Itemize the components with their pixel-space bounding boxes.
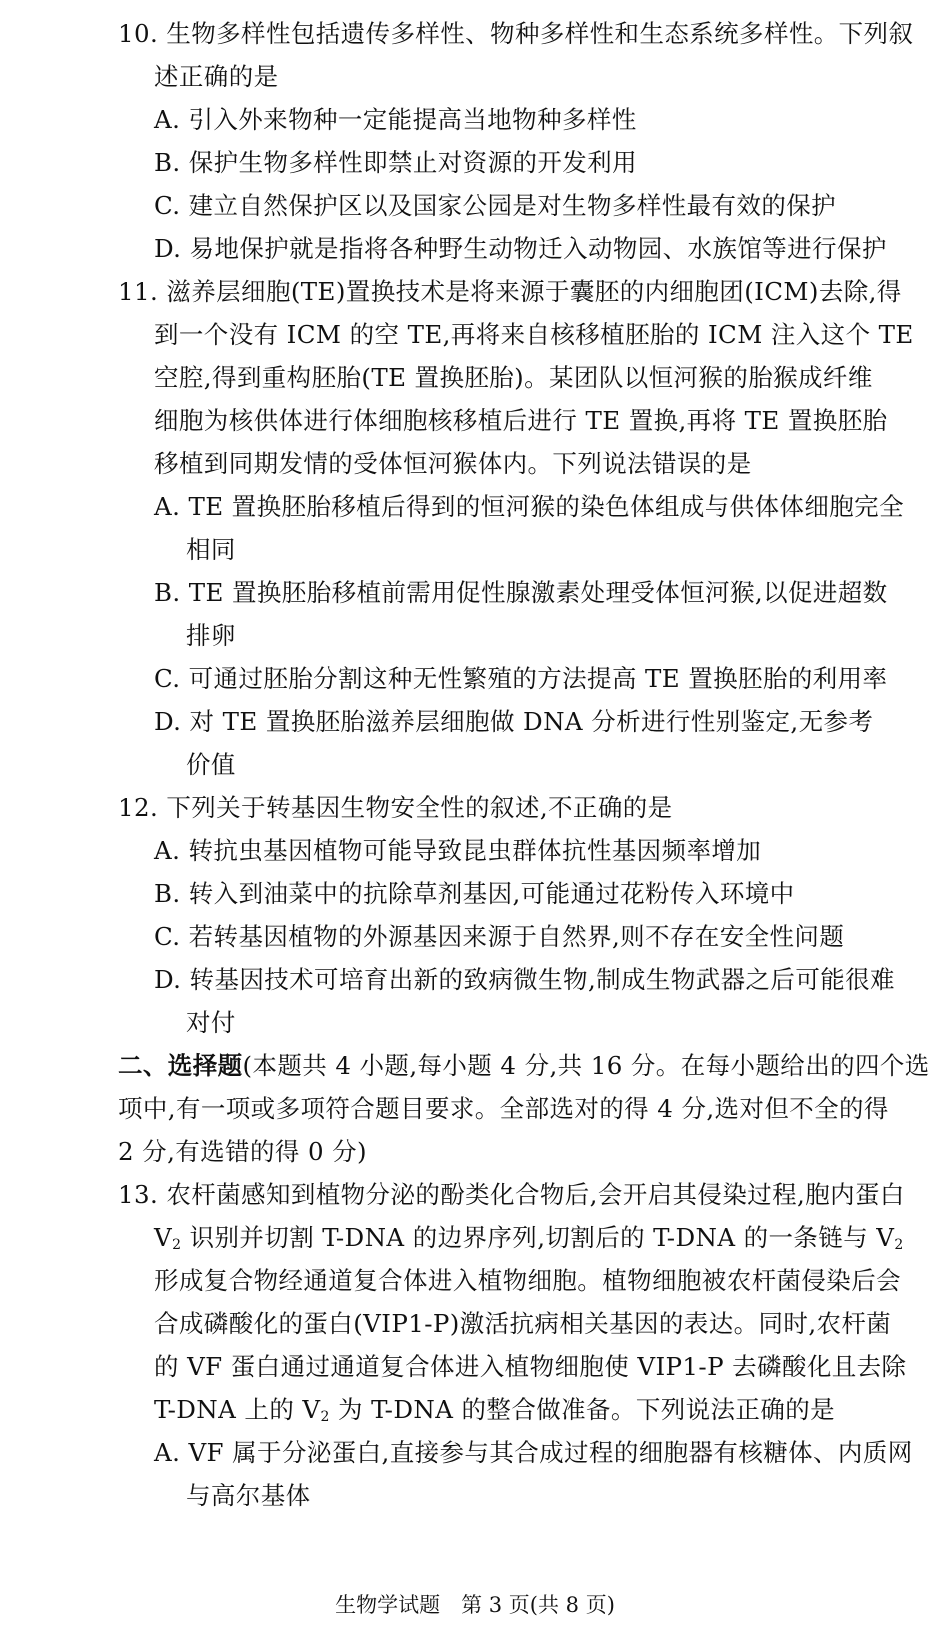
q11-stem-line-1: 11. 滋养层细胞(TE)置换技术是将来源于囊胚的内细胞团(ICM)去除,得: [118, 277, 902, 306]
q12-option-d-line-1: D. 转基因技术可培育出新的致病微生物,制成生物武器之后可能很难: [154, 965, 895, 994]
page-footer: 生物学试题 第 3 页(共 8 页): [335, 1593, 615, 1617]
q13-v2-subscript-end: 2: [894, 1237, 904, 1253]
q13-stem-line-4: 合成磷酸化的蛋白(VIP1-P)激活抗病相关基因的表达。同时,农杆菌: [154, 1309, 892, 1338]
q12-option-a: A. 转抗虫基因植物可能导致昆虫群体抗性基因频率增加: [154, 836, 762, 865]
q11-option-b-line-2: 排卵: [186, 621, 236, 650]
q13-v2-subscript-line-6: 2: [320, 1409, 330, 1425]
q13-stem-line-6-start: T-DNA 上的 V: [154, 1395, 321, 1424]
q13-stem-line-6: [154, 1388, 835, 1432]
q10-option-a: A. 引入外来物种一定能提高当地物种多样性: [154, 105, 637, 134]
q11-stem-line-2: 到一个没有 ICM 的空 TE,再将来自核移植胚胎的 ICM 注入这个 TE: [154, 320, 914, 349]
q13-v2-symbol: V: [154, 1223, 173, 1252]
q12-option-b: B. 转入到油菜中的抗除草剂基因,可能通过花粉传入环境中: [154, 879, 795, 908]
q11-option-d-line-2: 价值: [186, 750, 236, 779]
q13-stem-line-1: 13. 农杆菌感知到植物分泌的酚类化合物后,会开启其侵染过程,胞内蛋白: [118, 1180, 905, 1209]
section-2-text-1: (本题共 4 小题,每小题 4 分,共 16 分。在每小题给出的四个选: [242, 1051, 930, 1080]
q13-stem-line-2: [154, 1216, 904, 1260]
q11-stem-line-4: 细胞为核供体进行体细胞核移植后进行 TE 置换,再将 TE 置换胚胎: [154, 406, 888, 435]
q12-option-d-line-2: 对付: [186, 1008, 236, 1037]
q11-option-a-line-2: 相同: [186, 535, 236, 564]
q11-option-a-line-1: A. TE 置换胚胎移植后得到的恒河猴的染色体组成与供体体细胞完全: [154, 492, 904, 521]
q13-option-a-line-2: 与高尔基体: [186, 1481, 311, 1510]
q13-stem-line-5: 的 VF 蛋白通过通道复合体进入植物细胞使 VIP1-P 去磷酸化且去除: [154, 1352, 907, 1381]
q10-stem-line-2: 述正确的是: [154, 62, 279, 91]
q12-stem: 12. 下列关于转基因生物安全性的叙述,不正确的是: [118, 793, 673, 822]
q11-option-b-line-1: B. TE 置换胚胎移植前需用促性腺激素处理受体恒河猴,以促进超数: [154, 578, 888, 607]
q10-stem-line-1: 10. 生物多样性包括遗传多样性、物种多样性和生态系统多样性。下列叙: [118, 19, 914, 48]
q10-option-c: C. 建立自然保护区以及国家公园是对生物多样性最有效的保护: [154, 191, 837, 220]
q13-option-a-line-1: A. VF 属于分泌蛋白,直接参与其合成过程的细胞器有核糖体、内质网: [154, 1438, 913, 1467]
section-2-title: 二、选择题: [118, 1051, 243, 1080]
q11-stem-line-5: 移植到同期发情的受体恒河猴体内。下列说法错误的是: [154, 449, 752, 478]
section-2-instructions-line-1: [118, 1044, 930, 1088]
q13-stem-line-3: 形成复合物经通道复合体进入植物细胞。植物细胞被农杆菌侵染后会: [154, 1266, 901, 1295]
q13-v2-subscript: 2: [172, 1237, 182, 1253]
section-2-instructions-line-2: 项中,有一项或多项符合题目要求。全部选对的得 4 分,选对但不全的得: [118, 1094, 889, 1123]
q13-stem-line-2-text: 识别并切割 T-DNA 的边界序列,切割后的 T-DNA 的一条链与 V: [181, 1223, 895, 1252]
q10-option-b: B. 保护生物多样性即禁止对资源的开发利用: [154, 148, 637, 177]
q11-option-c: C. 可通过胚胎分割这种无性繁殖的方法提高 TE 置换胚胎的利用率: [154, 664, 888, 693]
q11-option-d-line-1: D. 对 TE 置换胚胎滋养层细胞做 DNA 分析进行性别鉴定,无参考: [154, 707, 874, 736]
q12-option-c: C. 若转基因植物的外源基因来源于自然界,则不存在安全性问题: [154, 922, 845, 951]
q13-stem-line-6-end: 为 T-DNA 的整合做准备。下列说法正确的是: [329, 1395, 836, 1424]
q11-stem-line-3: 空腔,得到重构胚胎(TE 置换胚胎)。某团队以恒河猴的胎猴成纤维: [154, 363, 873, 392]
section-2-instructions-line-3: 2 分,有选错的得 0 分): [118, 1137, 367, 1166]
q10-option-d: D. 易地保护就是指将各种野生动物迁入动物园、水族馆等进行保护: [154, 234, 887, 263]
